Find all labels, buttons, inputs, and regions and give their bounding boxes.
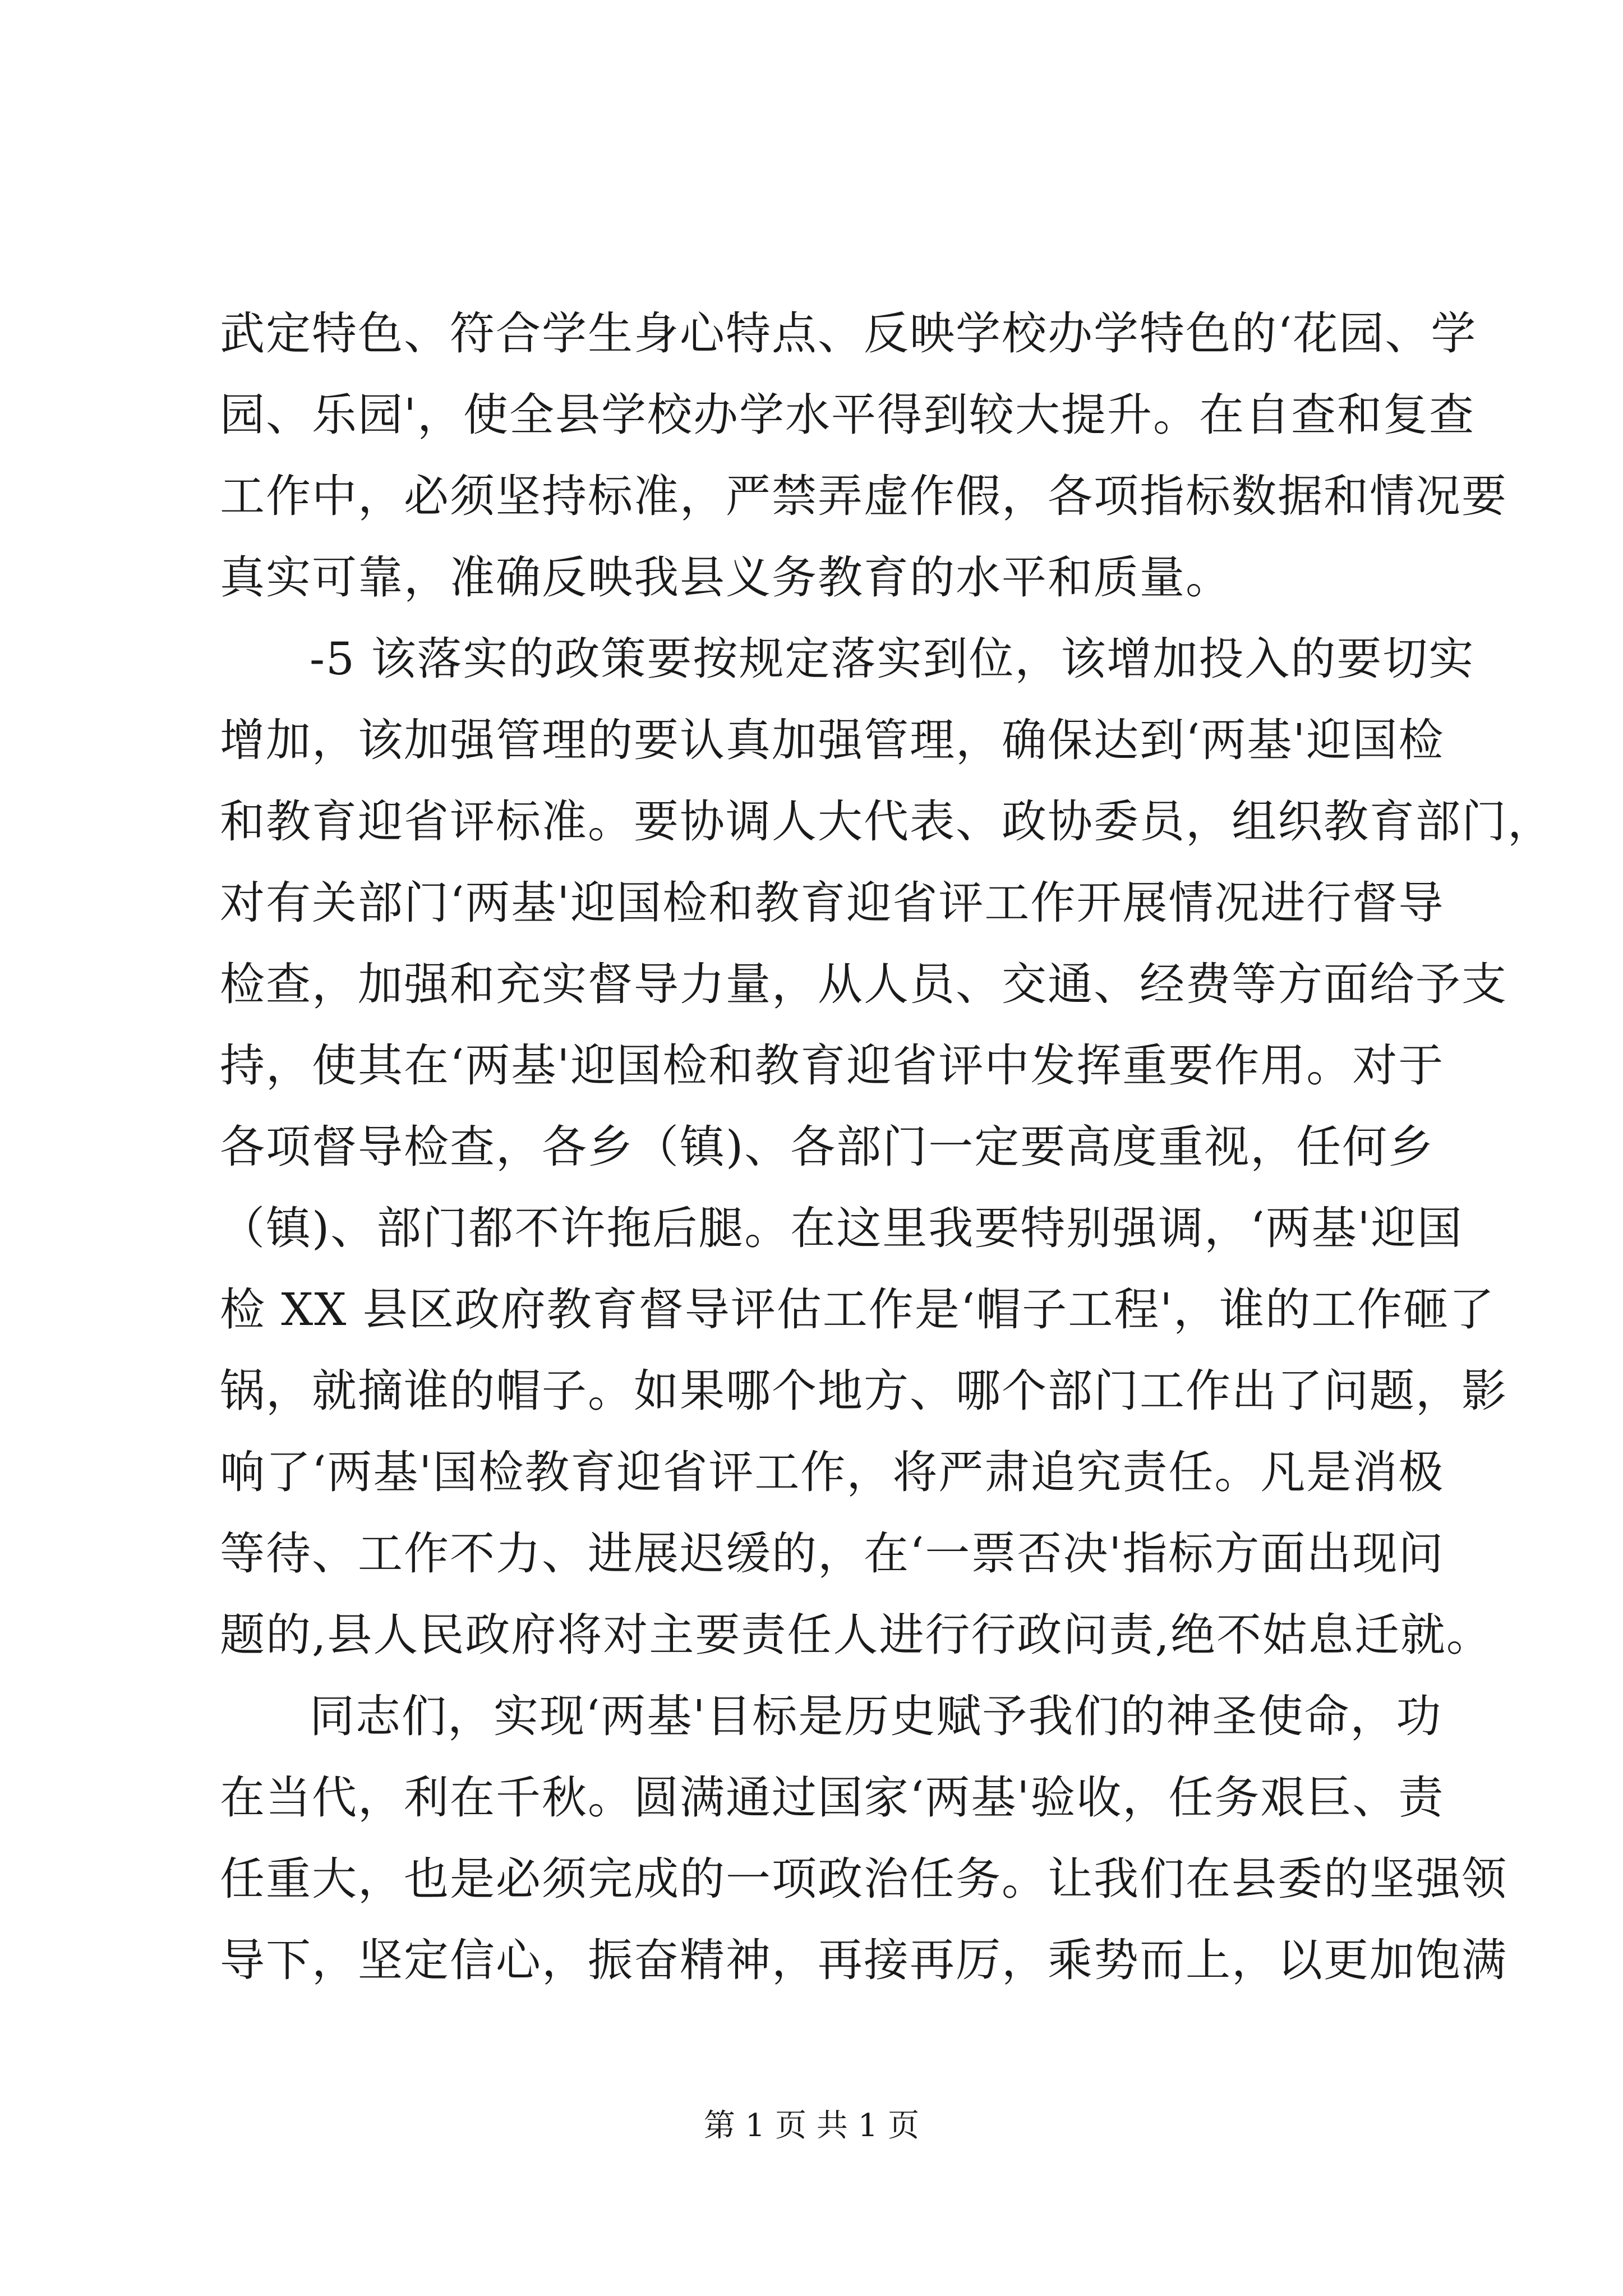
text-line: 等待、工作不力、进展迟缓的，在‘一票否决'指标方面出现问 (220, 1527, 1445, 1580)
text-line: 导下，坚定信心，振奋精神，再接再厉，乘势而上，以更加饱满 (220, 1934, 1507, 1986)
text-line: 在当代，利在千秋。圆满通过国家‘两基'验收，任务艰巨、责 (220, 1772, 1445, 1824)
text-line: （镇)、部门都不许拖后腿。在这里我要特别强调，‘两基'迎国 (220, 1202, 1463, 1254)
text-line: 各项督导检查，各乡（镇)、各部门一定要高度重视，任何乡 (220, 1121, 1435, 1173)
text-line: 任重大，也是必须完成的一项政治任务。让我们在县委的坚强领 (220, 1853, 1507, 1905)
text-line: 检 XX 县区政府教育督导评估工作是‘帽子工程'，谁的工作砸了 (220, 1283, 1496, 1336)
text-line: 题的,县人民政府将对主要责任人进行行政问责,绝不姑息迁就。 (220, 1609, 1492, 1661)
page-number-label: 第 1 页 共 1 页 (703, 2108, 920, 2144)
text-line: 响了‘两基'国检教育迎省评工作，将严肃追究责任。凡是消极 (220, 1446, 1445, 1498)
text-line: -5 该落实的政策要按规定落实到位，该增加投入的要切实 (310, 633, 1475, 685)
text-line: 和教育迎省评标准。要协调人大代表、政协委员，组织教育部门， (220, 795, 1553, 848)
text-line: 真实可靠，准确反映我县义务教育的水平和质量。 (220, 551, 1232, 604)
text-line: 工作中，必须坚持标准，严禁弄虚作假，各项指标数据和情况要 (220, 470, 1507, 522)
text-line: 对有关部门‘两基'迎国检和教育迎省评工作开展情况进行督导 (220, 877, 1445, 929)
text-line: 检查，加强和充实督导力量，从人员、交通、经费等方面给予支 (220, 958, 1507, 1010)
text-line: 园、乐园'，使全县学校办学水平得到较大提升。在自查和复查 (220, 389, 1475, 441)
text-line: 增加，该加强管理的要认真加强管理，确保达到‘两基'迎国检 (220, 714, 1445, 766)
text-line: 持，使其在‘两基'迎国检和教育迎省评中发挥重要作用。对于 (220, 1039, 1445, 1092)
text-line: 武定特色、符合学生身心特点、反映学校办学特色的‘花园、学 (220, 307, 1477, 360)
text-line: 同志们，实现‘两基'目标是历史赋予我们的神圣使命，功 (310, 1690, 1442, 1742)
text-line: 锅，就摘谁的帽子。如果哪个地方、哪个部门工作出了问题，影 (220, 1365, 1507, 1417)
page-footer (0, 2104, 1623, 2148)
